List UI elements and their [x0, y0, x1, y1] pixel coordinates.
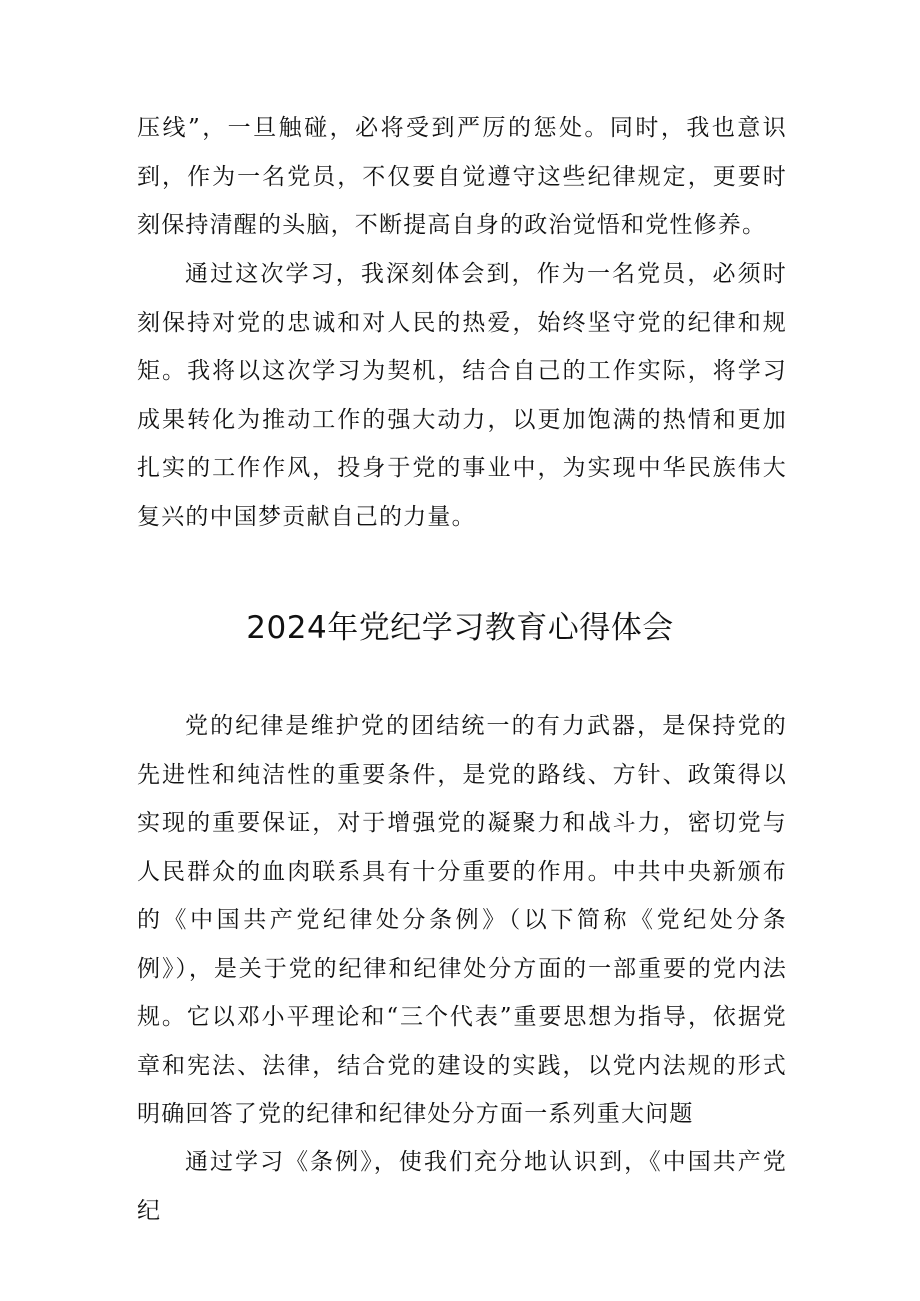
- body-paragraph-intro: 党的纪律是维护党的团结统一的有力武器，是保持党的先进性和纯洁性的重要条件，是党的路线、方针、政策得以实现的重要保证，对于增强党的凝聚力和战斗力，密切党与人民群众的血肉联系具有十分重要的作用。中共中央新颁布的《中国共产党纪律处分条例》（以下简称《党纪处分条例》），是关于党的纪律和纪律处分方面的一部重要的党内法规。它以邓小平理论和“三个代表”重要思想为指导，依据党章和宪法、法律，结合党的建设的实践，以党内法规的形式明确回答了党的纪律和纪律处分方面一系列重大问题: [137, 713, 787, 1127]
- document-title: 2024年党纪学习教育心得体会: [246, 610, 674, 646]
- body-paragraph-continued: 压线”，一旦触碰，必将受到严厉的惩处。同时，我也意识到，作为一名党员，不仅要自觉遵守这些纪律规定，更要时刻保持清醒的头脑，不断提高自身的政治觉悟和党性修养。: [137, 115, 787, 238]
- body-paragraph-study: 通过学习《条例》，使我们充分地认识到，《中国共产党纪: [137, 1149, 787, 1224]
- body-paragraph-conclusion: 通过这次学习，我深刻体会到，作为一名党员，必须时刻保持对党的忠诚和对人民的热爱，始终坚守党的纪律和规矩。我将以这次学习为契机，结合自己的工作实际，将学习成果转化为推动工作的强大动力，以更加饱满的热情和更加扎实的工作作风，投身于党的事业中，为实现中华民族伟大复兴的中国梦贡献自己的力量。: [137, 261, 787, 530]
